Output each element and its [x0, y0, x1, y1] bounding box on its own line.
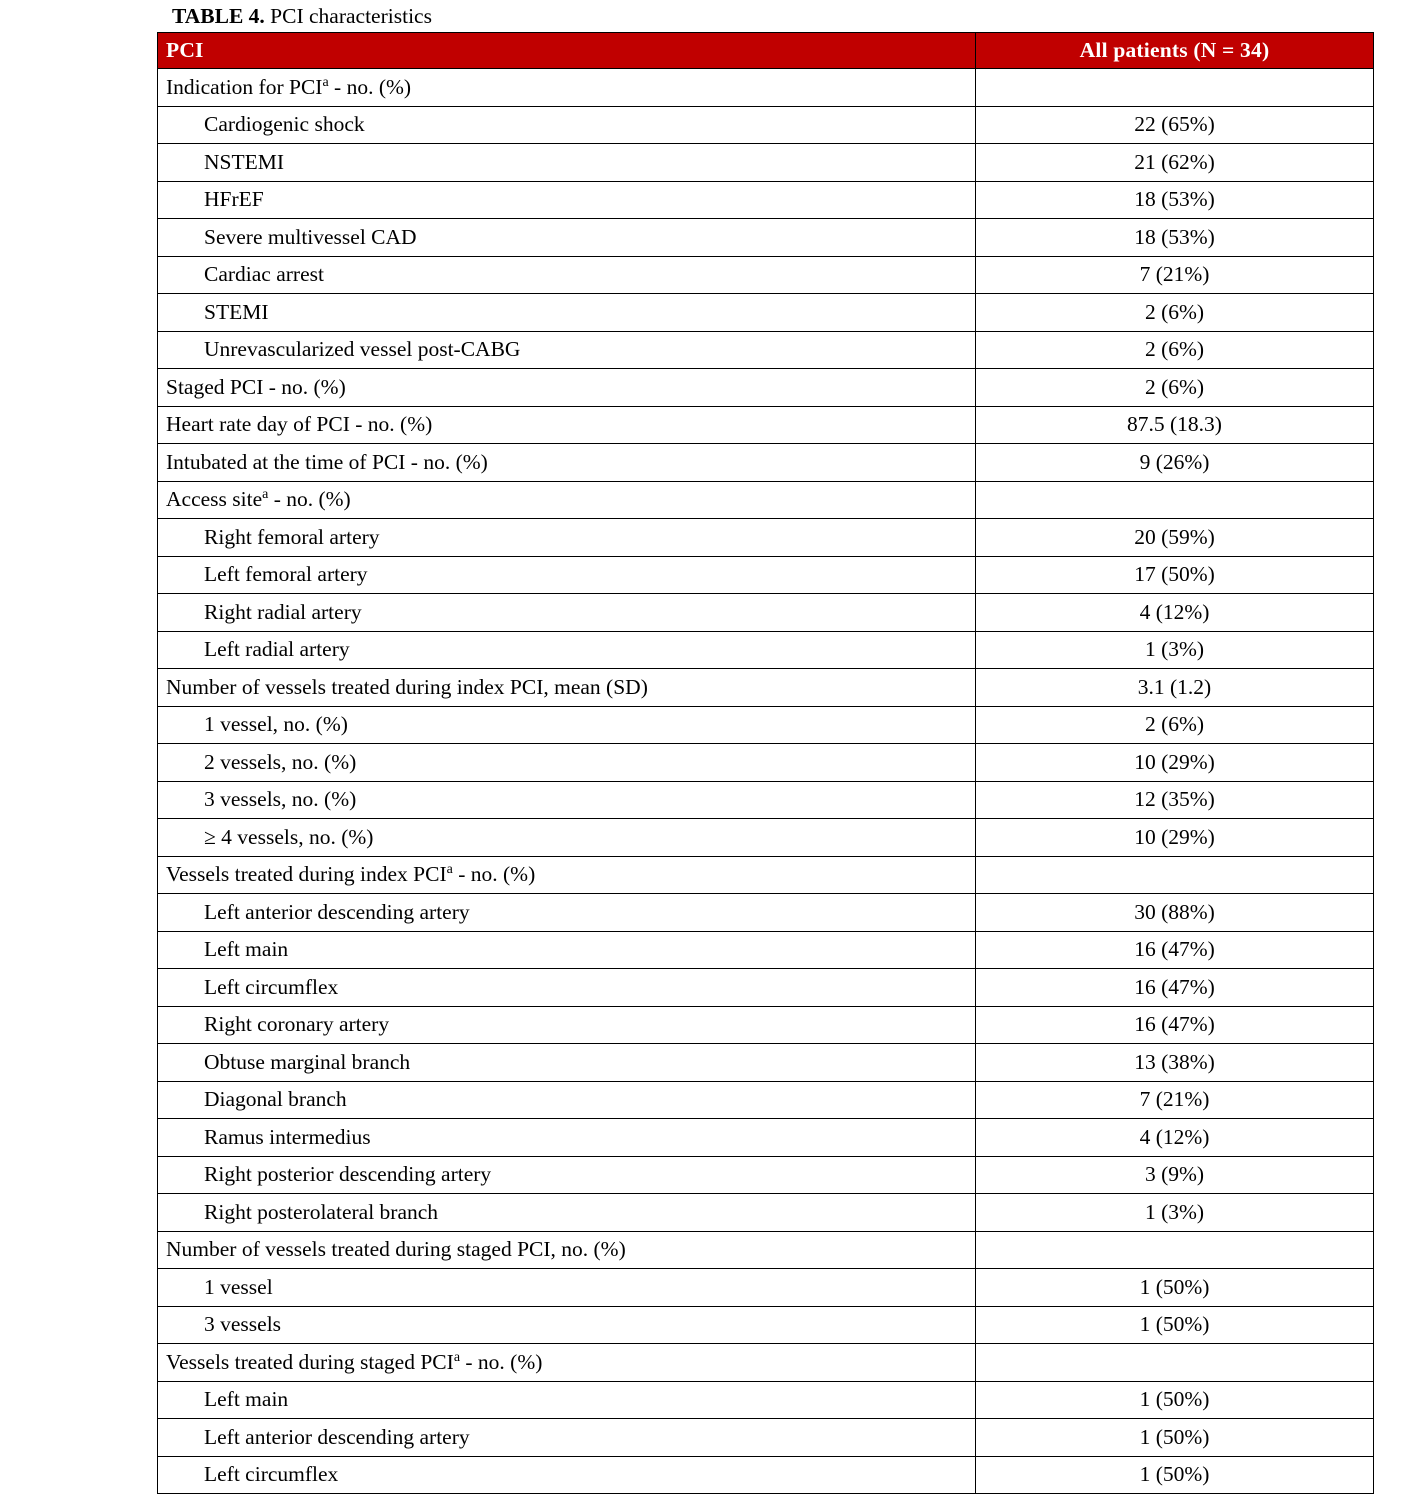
row-label: Number of vessels treated during staged PCI, no. (%) [158, 1231, 976, 1269]
table-caption-label: TABLE 4. [172, 4, 265, 28]
row-label-sub: Cardiogenic shock [158, 106, 976, 144]
row-value: 1 (50%) [976, 1269, 1374, 1307]
row-value: 21 (62%) [976, 144, 1374, 182]
row-label-suffix: - no. (%) [268, 487, 351, 512]
row-value: 12 (35%) [976, 781, 1374, 819]
row-value: 17 (50%) [976, 556, 1374, 594]
row-label-sub: Left femoral artery [158, 556, 976, 594]
row-value [976, 481, 1374, 519]
row-label: Vessels treated during staged PCI$^a$ - no. (%) [158, 1344, 976, 1382]
table-header [158, 33, 1374, 69]
row-value: 2 (6%) [976, 706, 1374, 744]
table-row [158, 556, 1374, 594]
row-label-sub: ≥ 4 vessels, no. (%) [158, 819, 976, 857]
row-label: Vessels treated during index PCI$^a$ - no. (%) [158, 856, 976, 894]
row-value: 7 (21%) [976, 1081, 1374, 1119]
footnote-marker: a [262, 487, 269, 503]
row-label-sub: HFrEF [158, 181, 976, 219]
table-body [158, 69, 1374, 1494]
row-label-sub: Right coronary artery [158, 1006, 976, 1044]
row-label-suffix: - no. (%) [452, 862, 536, 887]
row-label: Staged PCI - no. (%) [158, 369, 976, 407]
row-value: 1 (3%) [976, 1194, 1374, 1232]
table-row [158, 144, 1374, 182]
table-row [158, 481, 1374, 519]
table-row [158, 744, 1374, 782]
row-label-sub: Left circumflex [158, 969, 976, 1007]
row-label-suffix: - no. (%) [328, 74, 412, 99]
row-label-sub: Right posterior descending artery [158, 1156, 976, 1194]
row-value: 2 (6%) [976, 294, 1374, 332]
table-row [158, 1381, 1374, 1419]
row-value [976, 1344, 1374, 1382]
row-label-sub: Diagonal branch [158, 1081, 976, 1119]
table-row [158, 706, 1374, 744]
row-label-sub: Unrevascularized vessel post-CABG [158, 331, 976, 369]
table-row [158, 1344, 1374, 1382]
row-value: 10 (29%) [976, 819, 1374, 857]
row-label: Intubated at the time of PCI - no. (%) [158, 444, 976, 482]
table-header-row [158, 33, 1374, 69]
row-label-sub: Right radial artery [158, 594, 976, 632]
table-row [158, 819, 1374, 857]
table-row [158, 444, 1374, 482]
row-label-sub: NSTEMI [158, 144, 976, 182]
table-row [158, 594, 1374, 632]
table-row [158, 856, 1374, 894]
row-value: 18 (53%) [976, 219, 1374, 257]
row-value: 1 (50%) [976, 1456, 1374, 1494]
table-row [158, 256, 1374, 294]
pci-characteristics-table [157, 32, 1374, 1494]
row-label-sub: Right posterolateral branch [158, 1194, 976, 1232]
row-label: Heart rate day of PCI - no. (%) [158, 406, 976, 444]
row-label: Indication for PCI$^a$ - no. (%) [158, 69, 976, 107]
table-row [158, 1231, 1374, 1269]
footnote-marker: a [446, 862, 453, 878]
table-caption-text: PCI characteristics [270, 4, 432, 28]
row-label-sub: Cardiac arrest [158, 256, 976, 294]
table-row [158, 331, 1374, 369]
row-value: 1 (3%) [976, 631, 1374, 669]
row-value: 4 (12%) [976, 594, 1374, 632]
table-caption [172, 3, 432, 29]
row-label-sub: Left circumflex [158, 1456, 976, 1494]
row-value: 87.5 (18.3) [976, 406, 1374, 444]
row-value: 2 (6%) [976, 331, 1374, 369]
footnote-marker: a [322, 74, 329, 90]
row-value: 20 (59%) [976, 519, 1374, 557]
row-value [976, 1231, 1374, 1269]
table-row [158, 969, 1374, 1007]
column-header-all-patients: All patients (N = 34) [976, 33, 1374, 69]
row-value: 9 (26%) [976, 444, 1374, 482]
row-label-sub: Left main [158, 931, 976, 969]
row-value: 18 (53%) [976, 181, 1374, 219]
row-value: 7 (21%) [976, 256, 1374, 294]
table-row [158, 294, 1374, 332]
row-label-sub: Left anterior descending artery [158, 1419, 976, 1457]
table-row [158, 1306, 1374, 1344]
table-row [158, 1006, 1374, 1044]
table-row [158, 1194, 1374, 1232]
row-value: 16 (47%) [976, 969, 1374, 1007]
row-label-sub: Left main [158, 1381, 976, 1419]
table-row [158, 1456, 1374, 1494]
row-label-sub: Left radial artery [158, 631, 976, 669]
table-row [158, 781, 1374, 819]
table-row [158, 69, 1374, 107]
table-row [158, 669, 1374, 707]
table-row [158, 1081, 1374, 1119]
row-value: 3.1 (1.2) [976, 669, 1374, 707]
row-value: 30 (88%) [976, 894, 1374, 932]
row-label-suffix: - no. (%) [460, 1349, 543, 1374]
table-row [158, 931, 1374, 969]
table-row [158, 519, 1374, 557]
row-label-sub: Obtuse marginal branch [158, 1044, 976, 1082]
row-value: 16 (47%) [976, 1006, 1374, 1044]
table-row [158, 406, 1374, 444]
table-row [158, 1156, 1374, 1194]
table-row [158, 219, 1374, 257]
row-value: 10 (29%) [976, 744, 1374, 782]
row-label-sub: 2 vessels, no. (%) [158, 744, 976, 782]
row-value: 1 (50%) [976, 1419, 1374, 1457]
row-label-sub: 1 vessel, no. (%) [158, 706, 976, 744]
column-header-pci: PCI [158, 33, 976, 69]
table-row [158, 1044, 1374, 1082]
row-label-sub: Severe multivessel CAD [158, 219, 976, 257]
table-row [158, 369, 1374, 407]
table-row [158, 181, 1374, 219]
row-value: 4 (12%) [976, 1119, 1374, 1157]
row-value: 16 (47%) [976, 931, 1374, 969]
row-value: 2 (6%) [976, 369, 1374, 407]
table-row [158, 631, 1374, 669]
row-value: 1 (50%) [976, 1306, 1374, 1344]
row-label: Access site$^a$ - no. (%) [158, 481, 976, 519]
row-label-sub: Right femoral artery [158, 519, 976, 557]
row-value [976, 856, 1374, 894]
table-row [158, 1119, 1374, 1157]
footnote-marker: a [453, 1349, 461, 1365]
row-label-sub: 3 vessels [158, 1306, 976, 1344]
row-value: 22 (65%) [976, 106, 1374, 144]
table-row [158, 1419, 1374, 1457]
row-value: 3 (9%) [976, 1156, 1374, 1194]
row-value: 13 (38%) [976, 1044, 1374, 1082]
table-row [158, 1269, 1374, 1307]
row-label-sub: 1 vessel [158, 1269, 976, 1307]
row-value [976, 69, 1374, 107]
row-value: 1 (50%) [976, 1381, 1374, 1419]
row-label: Number of vessels treated during index PCI, mean (SD) [158, 669, 976, 707]
row-label-sub: Left anterior descending artery [158, 894, 976, 932]
row-label-sub: STEMI [158, 294, 976, 332]
table-row [158, 106, 1374, 144]
table-row [158, 894, 1374, 932]
row-label-sub: Ramus intermedius [158, 1119, 976, 1157]
row-label-sub: 3 vessels, no. (%) [158, 781, 976, 819]
